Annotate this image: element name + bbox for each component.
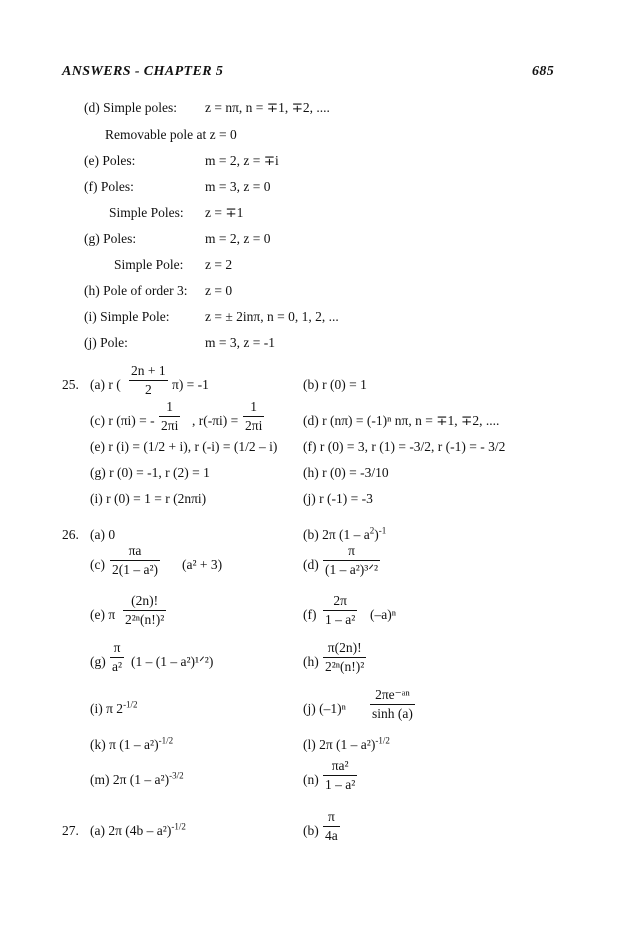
problem-26-number: 26. (62, 527, 79, 542)
p25-g: (g) r (0) = -1, r (2) = 1 (90, 465, 210, 480)
p26-i-exponent: -1/2 (123, 699, 138, 710)
p25-c-numerator-2: 1 (243, 400, 264, 417)
p26-f-label: (f) (303, 607, 317, 622)
p26-f-denominator: 1 – a² (325, 611, 356, 627)
item-d-label: (d) Simple poles: (84, 100, 177, 115)
p26-l-exponent: -1/2 (375, 735, 390, 746)
running-header: ANSWERS - CHAPTER 5 (62, 64, 224, 79)
p26-k-base: (k) π (1 – a²) (90, 737, 159, 752)
p25-b: (b) r (0) = 1 (303, 377, 367, 392)
p26-l (303, 735, 390, 752)
p26-j-denominator: sinh (a) (372, 705, 413, 721)
p26-j-numerator: 2πe⁻ᵃⁿ (370, 688, 415, 705)
p26-b-exponent: -1 (378, 525, 387, 536)
p26-h-label: (h) (303, 654, 319, 669)
p26-c-fraction (110, 544, 160, 576)
p27-b-denominator: 4a (325, 827, 338, 843)
problem-25-number: 25. (62, 377, 79, 392)
p26-f-post: (–a)ⁿ (370, 607, 396, 622)
p25-d: (d) r (nπ) = (-1)ⁿ nπ, n = ∓1, ∓2, .... (303, 413, 500, 428)
item-g-simple-value: z = 2 (205, 257, 233, 272)
p26-m (90, 770, 184, 787)
p26-l-base: (l) 2π (1 – a²) (303, 737, 376, 752)
p26-h-numerator: π(2n)! (323, 641, 366, 658)
p27-a-base: (a) 2π (4b – a²) (90, 823, 172, 838)
p27-b-label: (b) (303, 823, 319, 838)
p26-g-label: (g) (90, 654, 106, 669)
p26-n-denominator: 1 – a² (325, 776, 356, 792)
item-g-simple-label: Simple Pole: (114, 257, 184, 272)
item-d-value: z = nπ, n = ∓1, ∓2, .... (205, 100, 330, 115)
p26-h-denominator: 2²ⁿ(n!)² (325, 658, 365, 674)
p25-h: (h) r (0) = -3/10 (303, 465, 389, 480)
p26-k (90, 735, 174, 752)
p26-c-numerator: πa (110, 544, 160, 561)
item-j-label: (j) Pole: (84, 335, 128, 350)
p26-f-numerator: 2π (323, 594, 357, 611)
p26-m-base: (m) 2π (1 – a²) (90, 772, 170, 787)
item-i-value: z = ± 2inπ, n = 0, 1, 2, ... (205, 309, 339, 324)
p25-c-pre: (c) r (πi) = - (90, 413, 155, 428)
p25-f: (f) r (0) = 3, r (1) = -3/2, r (-1) = - 3/2 (303, 439, 506, 454)
item-f-simple-label: Simple Poles: (109, 205, 184, 220)
p26-e-label: (e) π (90, 607, 116, 622)
item-i-label: (i) Simple Pole: (84, 309, 170, 324)
p26-d-denominator: (1 – a²)³ᐟ² (325, 561, 379, 577)
p26-e-denominator: 2²ⁿ(n!)² (125, 611, 165, 627)
p26-c-post: (a² + 3) (182, 557, 223, 572)
p26-d-numerator: π (323, 544, 380, 561)
p26-d-fraction (323, 544, 380, 576)
item-h-label: (h) Pole of order 3: (84, 283, 188, 298)
p25-a-fraction (129, 364, 168, 396)
p26-i-base: (i) π 2 (90, 701, 124, 716)
p25-a-pre: (a) r ( (90, 377, 121, 392)
p26-b-close: ) (374, 527, 379, 542)
p27-a (90, 821, 186, 838)
p26-g-post: (1 – (1 – a²)¹ᐟ²) (131, 654, 214, 669)
p25-c-denominator-2: 2πi (245, 417, 263, 433)
p27-a-exponent: -1/2 (171, 821, 186, 832)
page-number: 685 (532, 64, 555, 79)
p25-a-post: π) = -1 (172, 377, 209, 392)
p26-j-fraction (370, 688, 415, 720)
p27-b-numerator: π (323, 810, 340, 827)
item-f-label: (f) Poles: (84, 179, 134, 194)
item-f-value: m = 3, z = 0 (205, 179, 271, 194)
p27-b-fraction (323, 810, 340, 842)
p26-n-fraction (323, 759, 357, 791)
p26-h-fraction (323, 641, 366, 673)
item-e-label: (e) Poles: (84, 153, 136, 168)
p25-i: (i) r (0) = 1 = r (2nπi) (90, 491, 207, 506)
p26-n-label: (n) (303, 772, 319, 787)
p26-n-numerator: πa² (323, 759, 357, 776)
p26-e-numerator: (2n)! (123, 594, 166, 611)
p26-i (90, 699, 138, 716)
p26-k-exponent: -1/2 (158, 735, 174, 746)
p25-c-denominator-1: 2πi (161, 417, 179, 433)
p26-d-label: (d) (303, 557, 319, 572)
p25-c-numerator-1: 1 (159, 400, 180, 417)
item-e-value: m = 2, z = ∓i (205, 153, 279, 168)
p26-c-denominator: 2(1 – a²) (112, 561, 159, 577)
item-g-value: m = 2, z = 0 (205, 231, 271, 246)
p26-c-label: (c) (90, 557, 105, 572)
p26-a: (a) 0 (90, 527, 116, 542)
p26-g-fraction (110, 641, 124, 673)
p25-e: (e) r (i) = (1/2 + i), r (-i) = (1/2 – i) (90, 439, 278, 454)
p26-b (303, 525, 387, 542)
item-f-simple-value: z = ∓1 (205, 205, 244, 220)
item-d-removable: Removable pole at z = 0 (105, 127, 237, 142)
p26-m-exponent: -3/2 (169, 770, 184, 781)
p25-c-fraction-1 (159, 400, 180, 432)
item-h-value: z = 0 (205, 283, 233, 298)
p25-c-mid: , r(-πi) = (192, 413, 239, 428)
p25-a-numerator: 2n + 1 (129, 364, 168, 381)
item-g-label: (g) Poles: (84, 231, 137, 246)
p26-j-label: (j) (–1)ⁿ (303, 701, 346, 716)
item-j-value: m = 3, z = -1 (205, 335, 275, 350)
p26-b-square: 2 (369, 525, 375, 536)
p26-e-fraction (123, 594, 166, 626)
p25-a-denominator: 2 (144, 381, 152, 397)
problem-27-number: 27. (62, 823, 79, 838)
p26-g-numerator: π (110, 641, 124, 658)
p25-j: (j) r (-1) = -3 (303, 491, 373, 506)
p25-c-fraction-2 (243, 400, 264, 432)
p26-b-base: (b) 2π (1 – a (303, 527, 370, 542)
p26-f-fraction (323, 594, 357, 626)
p26-g-denominator: a² (112, 658, 123, 674)
